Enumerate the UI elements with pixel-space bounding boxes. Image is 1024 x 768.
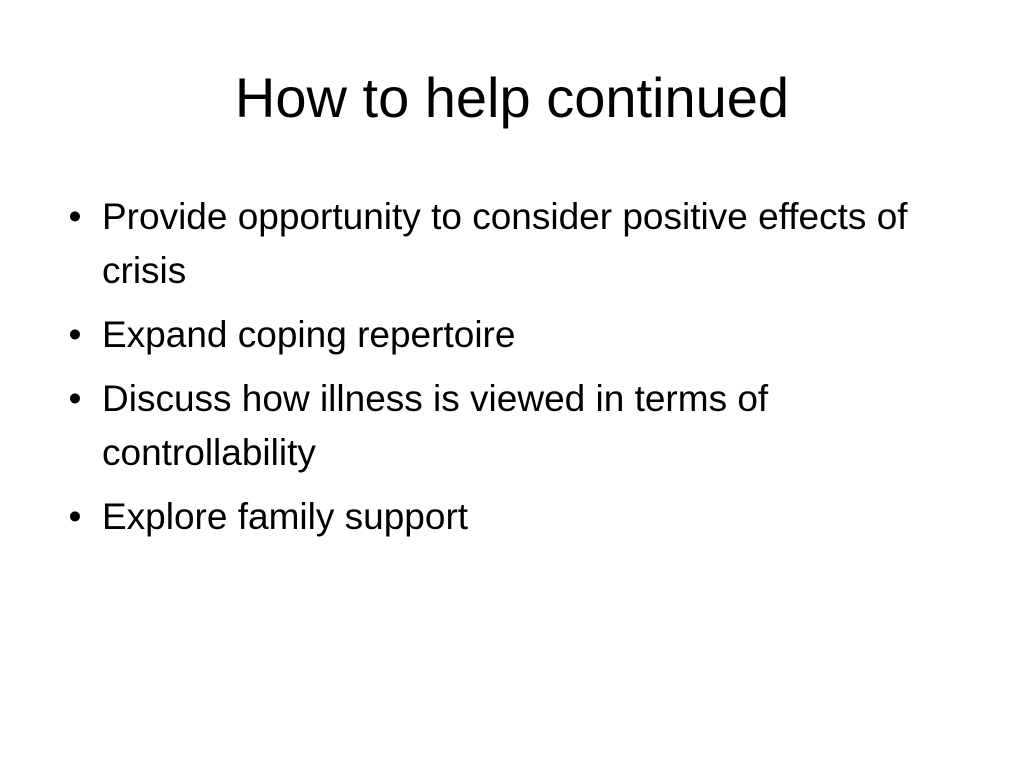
slide-title: How to help continued	[234, 66, 790, 129]
bullet-text: Discuss how illness is viewed in terms of controllability	[102, 378, 769, 473]
bullet-text: Explore family support	[102, 496, 469, 537]
bullet-icon: •	[68, 314, 82, 355]
list-item	[60, 372, 950, 480]
list-item	[60, 190, 950, 298]
bullet-list	[60, 190, 950, 554]
list-item	[60, 308, 950, 362]
list-item	[60, 490, 950, 544]
bullet-icon: •	[68, 496, 82, 537]
bullet-text: Expand coping repertoire	[102, 314, 516, 355]
bullet-text: Provide opportunity to consider positive effects of crisis	[102, 196, 908, 291]
bullet-icon: •	[68, 196, 82, 237]
bullet-icon: •	[68, 378, 82, 419]
